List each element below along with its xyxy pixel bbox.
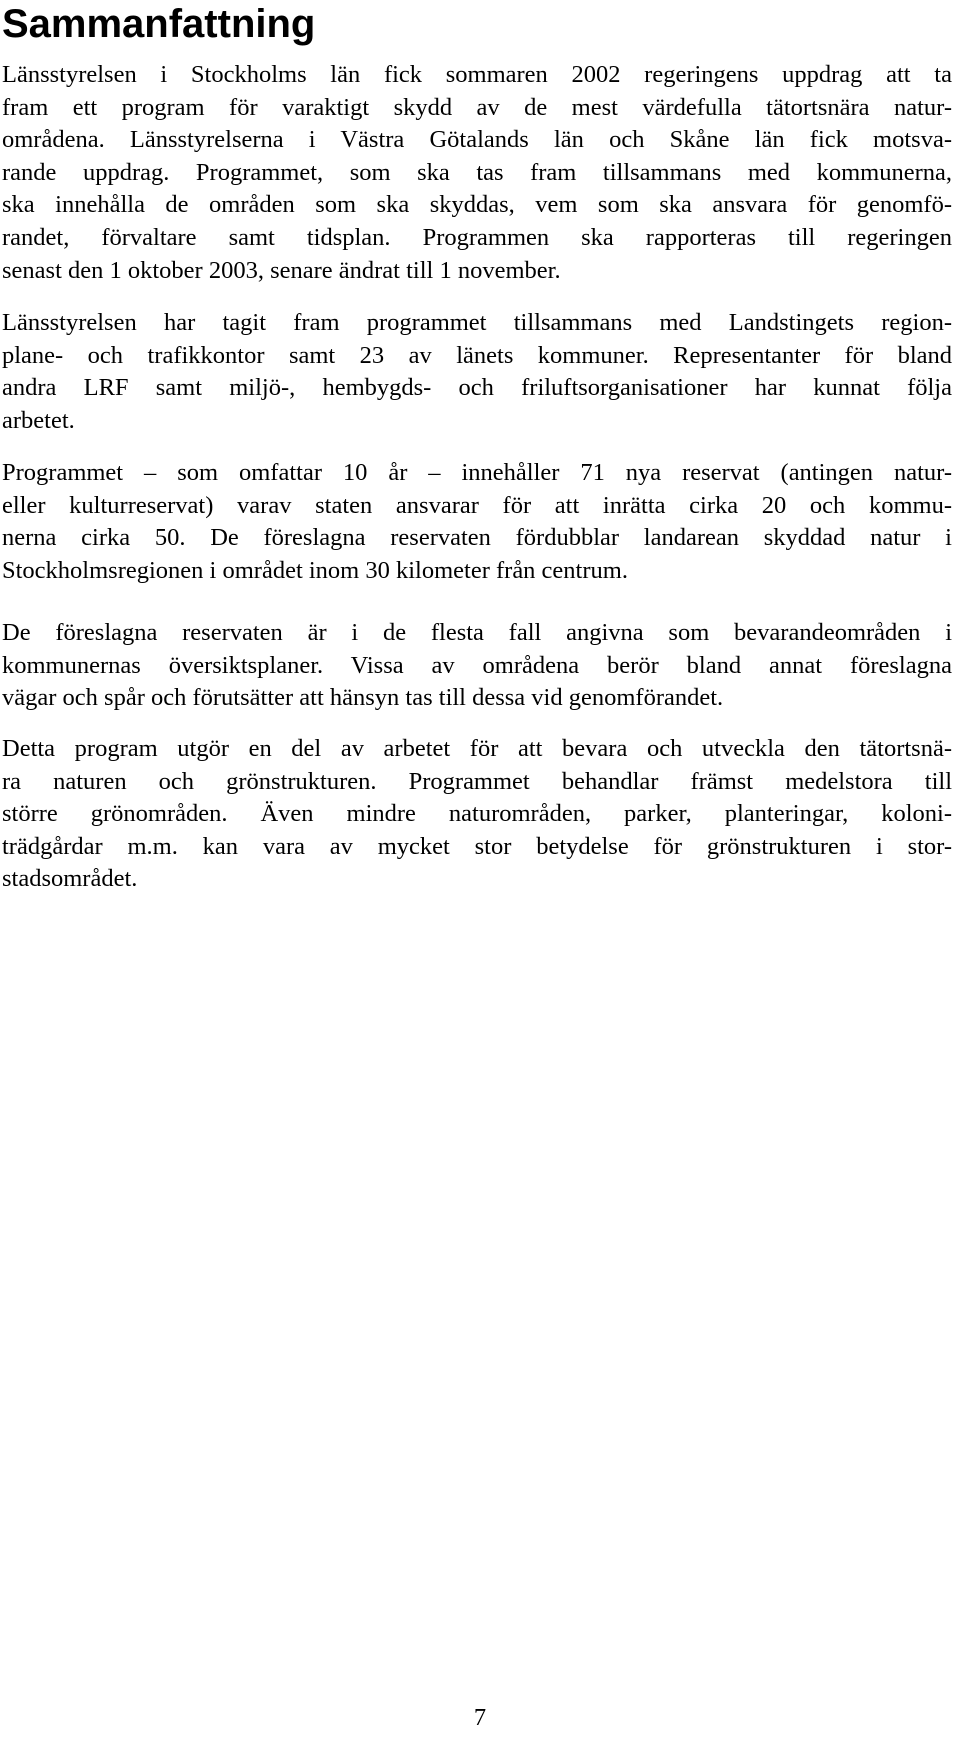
text-line: ska innehålla de områden som ska skyddas, vem som ska ansvara för genomfö-: [2, 191, 952, 219]
text-line: större grönområden. Även mindre naturområden, parker, planteringar, koloni-: [2, 800, 952, 828]
text-line: andra LRF samt miljö-, hembygds- och friluftsorganisationer har kunnat följa: [2, 374, 952, 402]
text-line: plane- och trafikkontor samt 23 av länets kommuner. Representanter för bland: [2, 341, 952, 369]
text-line: randet, förvaltare samt tidsplan. Programmen ska rapporteras till regeringen: [2, 223, 952, 251]
text-line: Länsstyrelsen i Stockholms län fick sommaren 2002 regeringens uppdrag att ta: [2, 61, 952, 88]
text-line: kommunernas översiktsplaner. Vissa av områdena berör bland annat föreslagna: [2, 651, 952, 679]
text-line: senast den 1 oktober 2003, senare ändrat till 1 november.: [2, 256, 561, 284]
page-number: 7: [473, 1704, 487, 1731]
text-line: fram ett program för varaktigt skydd av de mest värdefulla tätortsnära natur-: [2, 93, 952, 121]
page-title: Sammanfattning: [2, 2, 316, 46]
paragraph-4: [2, 617, 952, 715]
paragraph-2: [2, 307, 952, 437]
paragraph-1: [2, 59, 952, 287]
text-line: arbetet.: [2, 406, 75, 434]
text-line: Programmet – som omfattar 10 år – innehåller 71 nya reservat (antingen natur-: [2, 459, 952, 486]
text-line: Stockholmsregionen i området inom 30 kilometer från centrum.: [2, 556, 628, 584]
text-line: eller kulturreservat) varav staten ansvarar för att inrätta cirka 20 och kommu-: [2, 491, 952, 519]
text-line: trädgårdar m.m. kan vara av mycket stor betydelse för grönstrukturen i stor-: [2, 832, 952, 860]
paragraph-5: [2, 733, 952, 896]
text-line: ra naturen och grönstrukturen. Programmet behandlar främst medelstora till: [2, 767, 952, 795]
text-line: vägar och spår och förutsätter att hänsyn tas till dessa vid genomförandet.: [2, 684, 724, 712]
text-line: nerna cirka 50. De föreslagna reservaten fördubblar landarean skyddad natur i: [2, 524, 952, 552]
text-line: De föreslagna reservaten är i de flesta fall angivna som bevarandeområden i: [2, 619, 952, 646]
text-line: Länsstyrelsen har tagit fram programmet tillsammans med Landstingets region-: [2, 309, 952, 336]
text-line: rande uppdrag. Programmet, som ska tas fram tillsammans med kommunerna,: [2, 158, 952, 186]
text-line: områdena. Länsstyrelserna i Västra Götalands län och Skåne län fick motsva-: [2, 126, 952, 154]
text-line: Detta program utgör en del av arbetet för att bevara och utveckla den tätortsnä-: [2, 735, 952, 762]
text-line: stadsområdet.: [2, 865, 138, 893]
paragraph-3: [2, 457, 952, 587]
